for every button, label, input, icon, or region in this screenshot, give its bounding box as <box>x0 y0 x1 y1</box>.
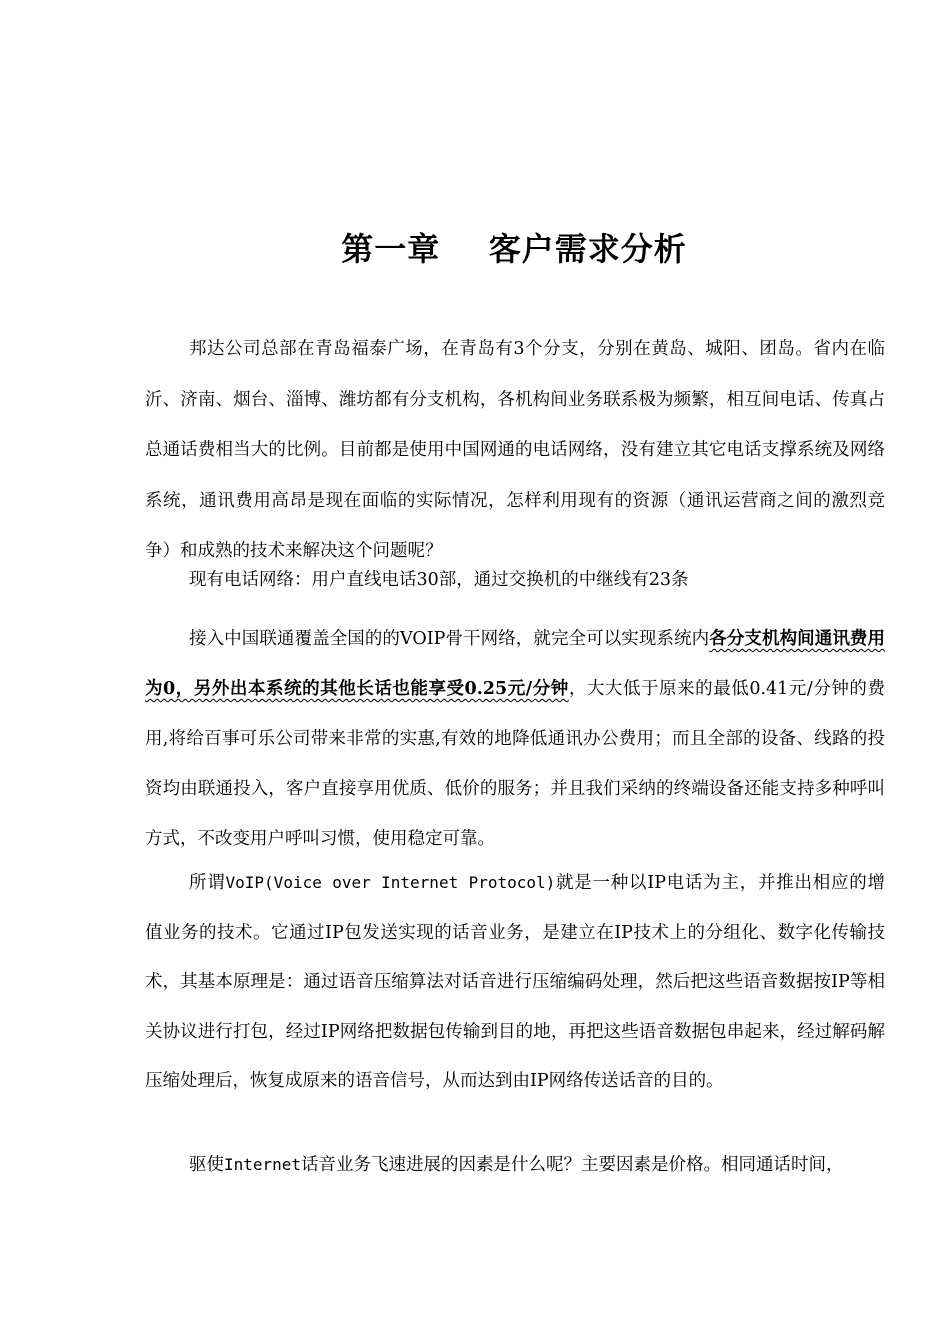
voip-term: VoIP(Voice over Internet Protocol) <box>225 873 556 892</box>
text-run: 接入中国联通覆盖全国的的VOIP骨干网络，就完全可以实现系统内 <box>189 629 710 649</box>
highlighted-savings-text: 各分支机构间通讯费用为0，另外出本系统的其他长话也能享受0.25元/分钟 <box>145 629 885 699</box>
internet-term: Internet <box>224 1155 302 1174</box>
text-run: 驱使 <box>189 1155 224 1175</box>
paragraph-price-factor <box>145 1145 885 1185</box>
paragraph-existing-network: 现有电话网络：用户直线电话30部，通过交换机的中继线有23条 <box>189 570 689 590</box>
paragraph-company-background: 邦达公司总部在青岛福泰广场，在青岛有3个分支，分别在黄岛、城阳、团岛。省内在临沂、济南、烟台、淄博、潍坊都有分支机构，各机构间业务联系极为频繁，相互间电话、传真占总通话费相当大的比例。目前都是使用中国网通的电话网络，没有建立其它电话支撑系统及网络系统，通讯费用高昂是现在面临的实际情况，怎样利用现有的资源（通讯运营商之间的激烈竞争）和成熟的技术来解决这个问题呢？ <box>145 339 885 561</box>
text-run: ，大大低于原来的最低0.41元/分钟的费用,将给百事可乐公司带来非常的实惠,有效的地降低通讯办公费用；而且全部的设备、线路的投资均由联通投入，客户直接享用优质、低价的服务；并且我们采纳的终端设备还能支持多种呼叫方式，不改变用户呼叫习惯，使用稳定可靠。 <box>145 679 885 849</box>
paragraph-voip-definition <box>145 858 885 1107</box>
chapter-title: 第一章 客户需求分析 <box>341 230 687 269</box>
text-run: 就是一种以IP电话为主，并推出相应的增值业务的技术。它通过IP包发送实现的话音业务，是建立在IP技术上的分组化、数字化传输技术，其基本原理是：通过语音压缩算法对话音进行压缩编码处理，然后把这些语音数据按IP等相关协议进行打包，经过IP网络把数据包传输到目的地，再把这些语音数据包串起来，经过解码解压缩处理后，恢复成原来的语音信号，从而达到由IP网络传送话音的目的。 <box>145 873 886 1091</box>
paragraph-voip-benefits <box>145 614 885 864</box>
text-run: 话音业务飞速进展的因素是什么呢？主要因素是价格。相同通话时间， <box>301 1155 844 1175</box>
text-run: 所谓 <box>189 873 226 893</box>
